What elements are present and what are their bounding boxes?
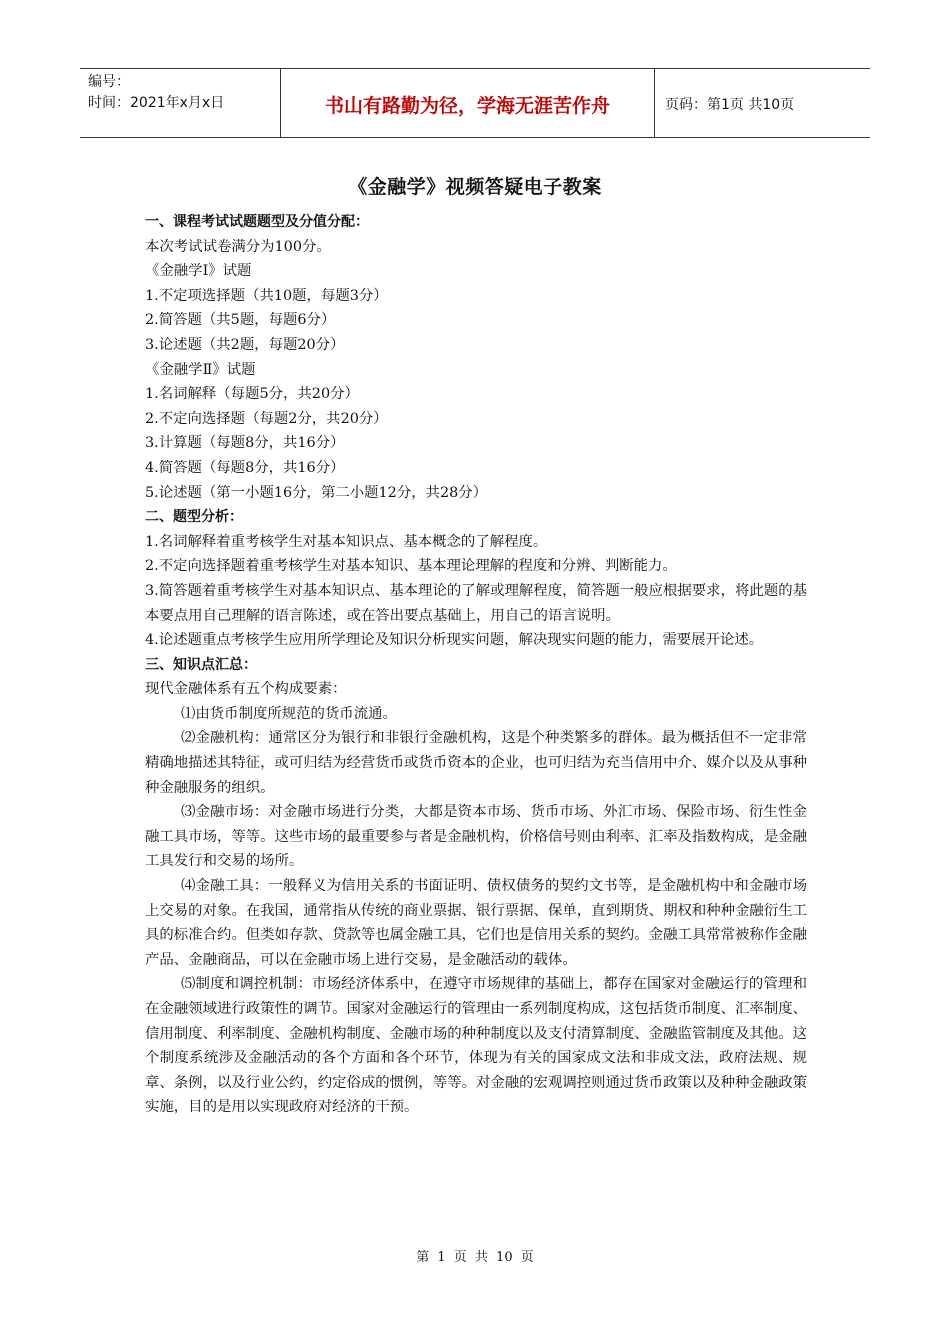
exam-structure-line: 2.简答题（共5题，每题6分） <box>145 312 336 329</box>
question-analysis-item: 3.简答题着重考核学生对基本知识点、基本理论的了解或理解程度，简答题一般应根据要求，将此题的基本要点用自己理解的语言陈述，或在答出要点基础上，用自己的语言说明。 <box>145 582 807 624</box>
exam-structure-line: 3.论述题（共2题，每题20分） <box>145 336 345 353</box>
header-motto: 书山有路勤为径，学海无涯苦作舟 <box>281 69 655 137</box>
knowledge-summary-item: ⑴由货币制度所规范的货币流通。 <box>181 705 397 722</box>
document-body <box>145 210 807 1120</box>
exam-structure-line: 《金融学Ⅱ》试题 <box>145 361 256 378</box>
page-header <box>80 68 870 138</box>
exam-structure-line: 2.不定向选择题（每题2分，共20分） <box>145 410 388 427</box>
exam-structure-line: 1.名词解释（每题5分，共20分） <box>145 386 359 403</box>
knowledge-summary-item: ⑷金融工具：一般释义为信用关系的书面证明、债权债务的契约文书等，是金融机构中和金融市场上交易的对象。在我国，通常指从传统的商业票据、银行票据、保单，直到期货、期权和种种金融衍生工具的标准合约。但类如存款、贷款等也属金融工具，它们也是信用关系的契约。金融工具常常被称作金融产品、金融商品，可以在金融市场上进行交易，是金融活动的载体。 <box>145 878 807 968</box>
knowledge-summary-intro: 现代金融体系有五个构成要素： <box>145 681 347 698</box>
exam-structure-line: 4.简答题（每题8分，共16分） <box>145 459 345 476</box>
header-meta <box>80 69 281 137</box>
section-heading-exam-structure: 一、课程考试试题题型及分值分配： <box>145 214 369 230</box>
exam-structure-line: 5.论述题（第一小题16分，第二小题12分，共28分） <box>145 484 488 501</box>
section-heading-knowledge-summary: 三、知识点汇总： <box>145 656 257 673</box>
document-date: 时间：2021年x月x日 <box>88 95 225 111</box>
knowledge-summary-item: ⑵金融机构：通常区分为银行和非银行金融机构，这是个种类繁多的群体。最为概括但不一定非常精确地描述其特征，或可归结为经营货币或货币资本的企业，也可归结为充当信用中介、媒介以及从事种种金融服务的组织。 <box>145 730 807 796</box>
question-analysis-item: 1.名词解释着重考核学生对基本知识点、基本概念的了解程度。 <box>145 533 548 550</box>
exam-structure-line: 本次考试试卷满分为100分。 <box>145 238 331 255</box>
question-analysis-item: 4.论述题重点考核学生应用所学理论及知识分析现实问题，解决现实问题的能力，需要展开论述。 <box>145 632 764 649</box>
exam-structure-line: 《金融学Ⅰ》试题 <box>145 263 252 280</box>
header-page-info: 页码：第1页 共10页 <box>665 97 795 113</box>
document-number: 编号： <box>88 74 130 90</box>
knowledge-summary-item: ⑸制度和调控机制：市场经济体系中，在遵守市场规律的基础上，都存在国家对金融运行的管理和在金融领域进行政策性的调节。国家对金融运行的管理由一系列制度构成，这包括货币制度、汇率制度、信用制度、利率制度、金融机构制度、金融市场的种种制度以及支付清算制度、金融监管制度及其他。这个制度系统涉及金融活动的各个方面和各个环节，体现为有关的国家成文法和非成文法，政府法规、规章、条例，以及行业公约，约定俗成的惯例，等等。对金融的宏观调控则通过货币政策以及种种金融政策实施，目的是用以实现政府对经济的干预。 <box>145 976 807 1116</box>
exam-structure-line: 3.计算题（每题8分，共16分） <box>145 435 345 452</box>
document-title: 《金融学》视频答疑电子教案 <box>348 176 602 198</box>
exam-structure-line: 1.不定项选择题（共10题，每题3分） <box>145 287 388 304</box>
knowledge-summary-item: ⑶金融市场：对金融市场进行分类，大都是资本市场、货币市场、外汇市场、保险市场、衍生性金融工具市场，等等。这些市场的最重要参与者是金融机构，价格信号则由利率、汇率及指数构成，是金融工具发行和交易的场所。 <box>145 804 807 870</box>
section-heading-question-analysis: 二、题型分析： <box>145 509 243 526</box>
question-analysis-item: 2.不定向选择题着重考核学生对基本知识、基本理论理解的程度和分辨、判断能力。 <box>145 558 677 575</box>
page-footer: 第 1 页 共 10 页 <box>416 1250 534 1265</box>
